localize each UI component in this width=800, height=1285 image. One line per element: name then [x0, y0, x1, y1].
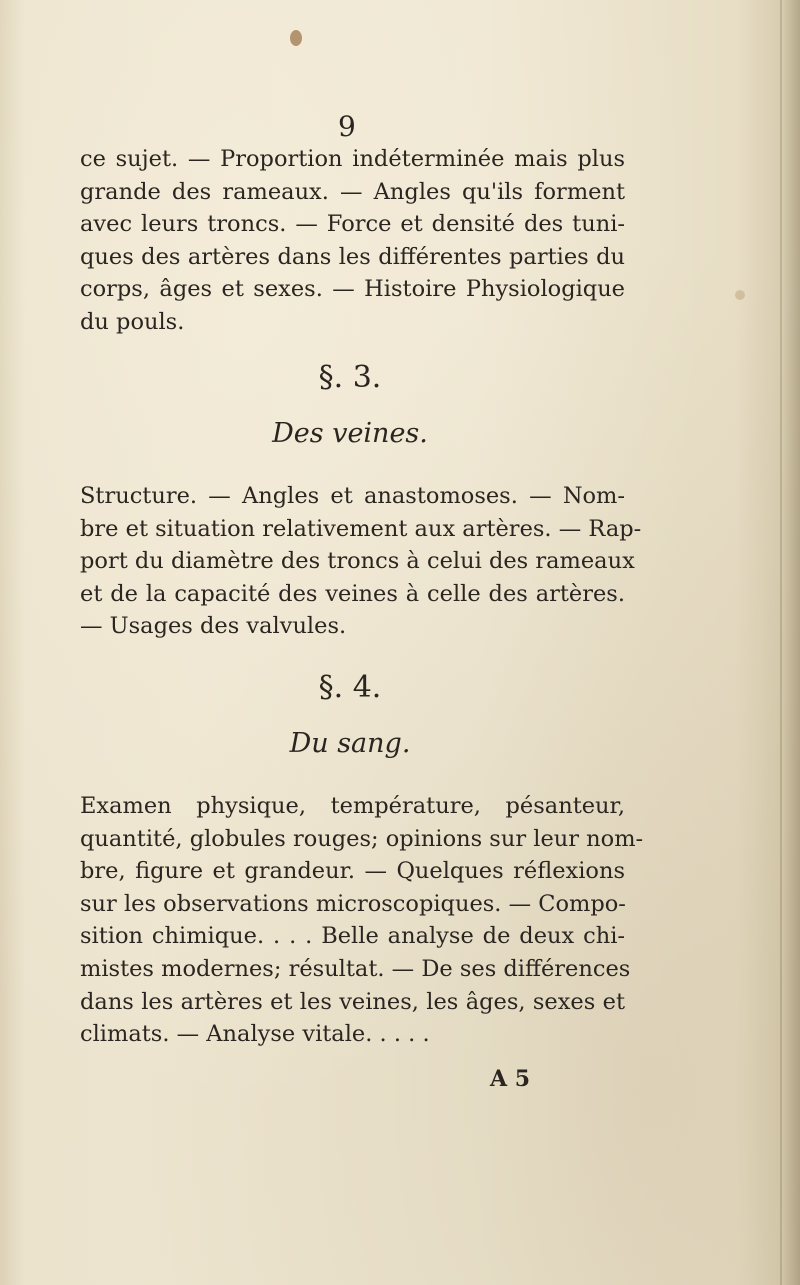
text-line: quantité, globules rouges; opinions sur leur nom- [80, 825, 644, 852]
foxing-spot [735, 290, 745, 300]
section-4-paragraph [80, 790, 644, 1051]
ink-spot [290, 30, 302, 46]
text-line: sition chimique. . . . Belle analyse de deux chi- [80, 923, 625, 950]
text-line: — Usages des valvules. [80, 613, 347, 640]
intro-paragraph [80, 143, 625, 339]
text-line: dans les artères et les veines, les âges, sexes et [80, 988, 625, 1015]
page-edge-shadow [782, 0, 800, 1285]
text-line: du pouls. [80, 308, 185, 335]
text-line: ques des artères dans les différentes parties du [80, 243, 625, 270]
text-line: grande des rameaux. — Angles qu'ils forment [80, 178, 625, 205]
text-line: et de la capacité des veines à celle des artères. [80, 580, 625, 607]
text-line: mistes modernes; résultat. — De ses différences [80, 955, 631, 982]
signature-mark: A 5 [490, 1066, 531, 1092]
page-number: 9 [338, 110, 356, 143]
section-4-title: Du sang. [289, 728, 411, 759]
text-line: port du diamètre des troncs à celui des rameaux [80, 548, 635, 575]
text-line: Structure. — Angles et anastomoses. — Nom- [80, 483, 625, 509]
section-3-mark: §. 3. [318, 360, 382, 395]
section-3-paragraph [80, 480, 642, 643]
section-3-title: Des veines. [272, 418, 428, 449]
page-fold-line [780, 0, 782, 1285]
section-4-mark: §. 4. [318, 670, 382, 705]
text-line: corps, âges et sexes. — Histoire Physiologique [80, 276, 625, 303]
text-line: avec leurs troncs. — Force et densité des tuni- [80, 211, 625, 238]
text-line: ce sujet. — Proportion indéterminée mais plus [80, 146, 625, 172]
text-line: sur les observations microscopiques. — Compo- [80, 890, 626, 917]
text-line: bre et situation relativement aux artères. — Rap- [80, 515, 642, 542]
text-line: climats. — Analyse vitale. . . . . [80, 1021, 430, 1048]
text-line: bre, figure et grandeur. — Quelques réflexions [80, 858, 625, 885]
text-line: Examen physique, température, pésanteur, [80, 793, 625, 819]
